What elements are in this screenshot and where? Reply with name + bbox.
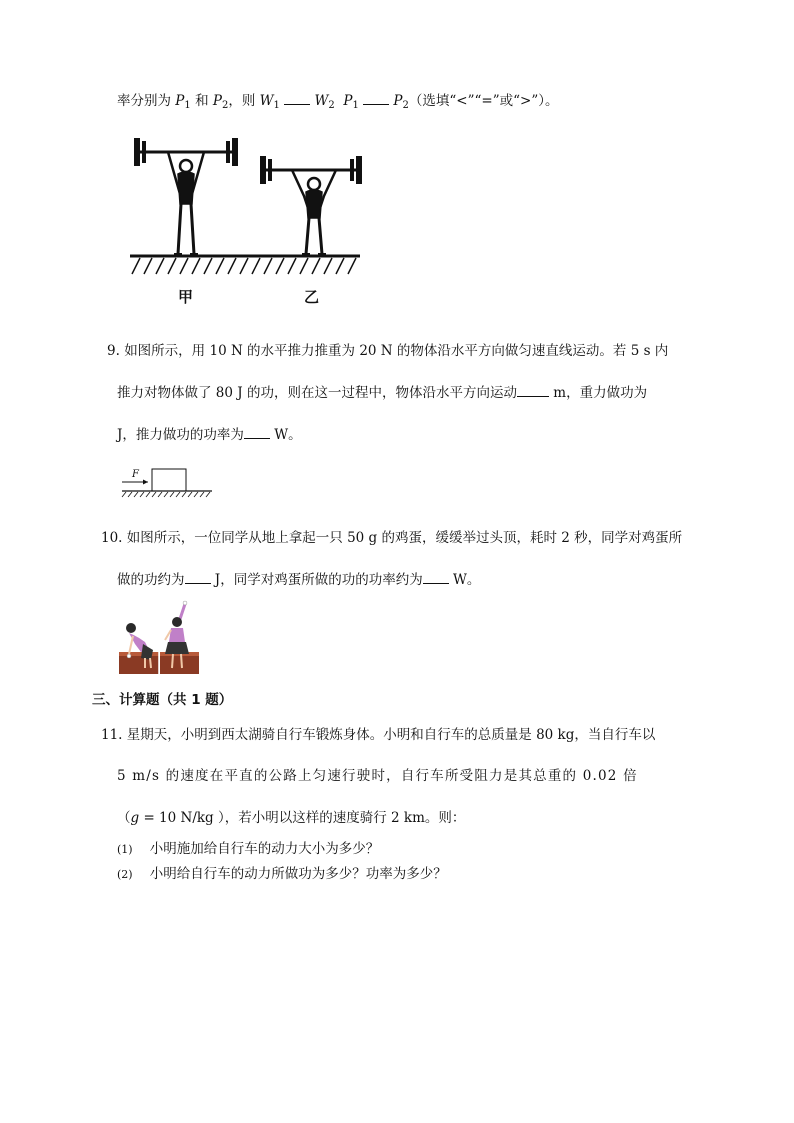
q11-number: 11.	[101, 727, 123, 743]
frame-lift	[160, 601, 199, 674]
answer-blank[interactable]	[423, 571, 449, 584]
answer-blank[interactable]	[185, 571, 211, 584]
label-jia: 甲	[178, 288, 194, 306]
q10-line-1: 10. 如图所示，一位同学从地上拿起一只 50 g 的鸡蛋，缓缓举过头顶，耗时 2 秒，同学对鸡蛋所	[101, 530, 683, 546]
q9-line-3: J，推力做功的功率为 W。	[117, 427, 302, 443]
lifter-jia	[134, 138, 238, 254]
lifter-yi	[260, 156, 362, 254]
q10-line-2: 做的功约为 J，同学对鸡蛋所做的功的功率约为 W。	[117, 572, 481, 588]
q11-sub-2: (2) 小明给自行车的动力所做功为多少？功率为多少？	[117, 866, 447, 882]
q9-number: 9.	[107, 343, 120, 359]
q11-sub-1: (1) 小明施加给自行车的动力大小为多少？	[117, 841, 380, 857]
answer-blank[interactable]	[244, 426, 270, 439]
weightlifters-figure	[128, 132, 364, 306]
egg-lifting-figure	[119, 600, 199, 674]
block	[152, 469, 186, 491]
push-block-figure	[120, 466, 214, 498]
label-yi: 乙	[304, 288, 320, 306]
answer-blank[interactable]	[284, 92, 310, 105]
force-label: F	[132, 469, 139, 480]
ground	[130, 256, 360, 274]
q11-line-3: （g = 10 N/kg ），若小明以这样的速度骑行 2 km。则：	[117, 810, 466, 826]
q9-line-1: 9. 如图所示，用 10 N 的水平推力推重为 20 N 的物体沿水平方向做匀速直线运动。若 5 s 内	[107, 343, 669, 359]
q11-line-1: 11. 星期天，小明到西太湖骑自行车锻炼身体。小明和自行车的总质量是 80 kg，当自行车以	[101, 727, 656, 743]
answer-blank[interactable]	[363, 92, 389, 105]
q8-tail-line: 率分别为 $P_1$ 和 $P_2$，则 $W_1$ $W_2$ $P_1$ $P_2$（选填“<”“=”或“>”）。	[117, 93, 559, 111]
q9-line-2: 推力对物体做了 80 J 的功，则在这一过程中，物体沿水平方向运动 m，重力做功为	[117, 385, 648, 401]
frame-pickup	[119, 623, 159, 674]
section-3-title: 三、计算题（共 1 题）	[92, 692, 233, 708]
q11-line-2: 5 m/s 的速度在平直的公路上匀速行驶时，自行车所受阻力是其总重的 0.02 倍	[117, 768, 638, 784]
answer-blank[interactable]	[517, 384, 549, 397]
q10-number: 10.	[101, 530, 123, 546]
